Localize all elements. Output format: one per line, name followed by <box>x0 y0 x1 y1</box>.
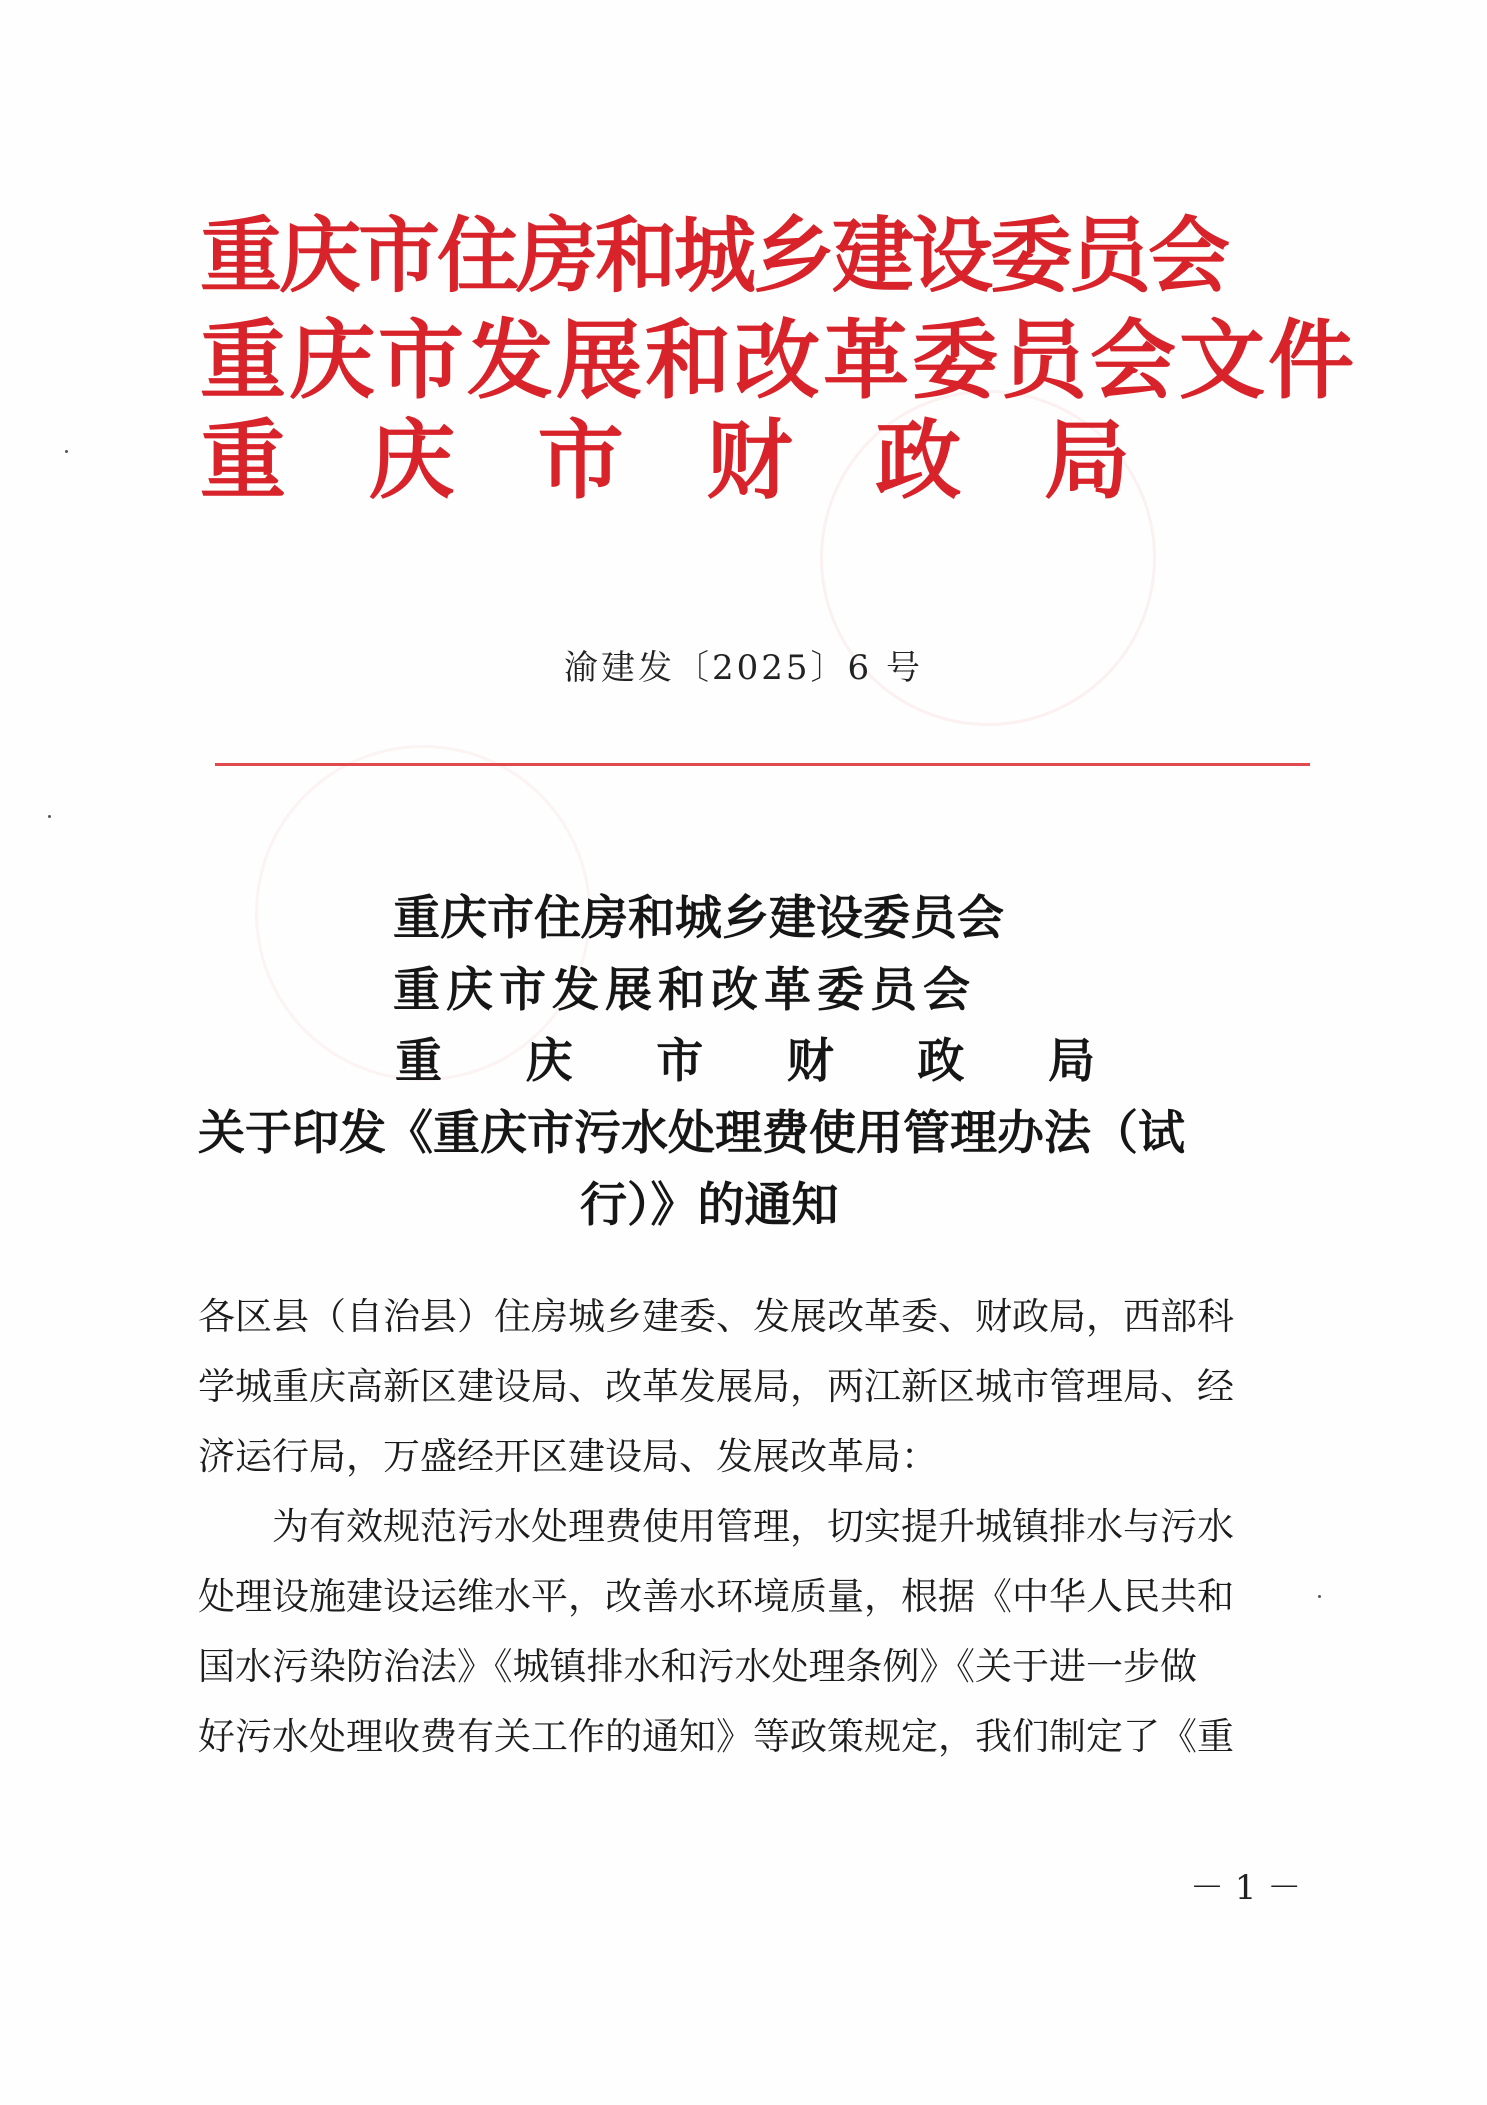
title-line-3 <box>395 1034 1095 1089</box>
title-line-3-char: 政 <box>917 1034 965 1089</box>
title-line-3-char: 庆 <box>525 1034 573 1089</box>
masthead-line-2: 重庆市发展和改革委员会文件 <box>200 310 1357 411</box>
body-line: 学城重庆高新区建设局、改革发展局，两江新区城市管理局、经 <box>198 1365 1234 1408</box>
title-line-3-char: 局 <box>1047 1034 1095 1089</box>
document-number: 渝建发〔2025〕6 号 <box>564 648 923 688</box>
body-line: 为有效规范污水处理费使用管理，切实提升城镇排水与污水 <box>198 1505 1234 1548</box>
scan-speck <box>65 450 68 453</box>
masthead-line-3-char: 局 <box>1043 410 1130 511</box>
body-line: 济运行局，万盛经开区建设局、发展改革局： <box>198 1435 938 1478</box>
title-line-3-char: 市 <box>656 1034 704 1089</box>
body-line: 各区县（自治县）住房城乡建委、发展改革委、财政局，西部科 <box>198 1295 1234 1338</box>
masthead-line-3-char: 市 <box>537 410 624 511</box>
title-line-4: 关于印发《重庆市污水处理费使用管理办法（试 <box>198 1106 1185 1161</box>
masthead-line-3-char: 政 <box>875 410 962 511</box>
title-line-3-char: 财 <box>786 1034 834 1089</box>
body-line: 好污水处理收费有关工作的通知》等政策规定，我们制定了《重 <box>198 1715 1234 1758</box>
red-separator-line <box>215 763 1310 766</box>
scan-speck <box>1318 1595 1321 1598</box>
page-number: － 1 － <box>1190 1868 1302 1908</box>
masthead-line-3-char: 财 <box>706 410 793 511</box>
scan-speck <box>48 815 51 818</box>
title-line-3-char: 重 <box>395 1034 442 1089</box>
masthead-line-3-char: 重 <box>200 410 286 511</box>
masthead-line-3-char: 庆 <box>368 410 455 511</box>
masthead-line-3 <box>200 410 1130 511</box>
title-line-5: 行）》的通知 <box>580 1178 839 1233</box>
masthead-line-1: 重庆市住房和城乡建设委员会 <box>200 208 1228 304</box>
title-line-1: 重庆市住房和城乡建设委员会 <box>393 891 1004 946</box>
title-line-2: 重庆市发展和改革委员会 <box>393 963 976 1018</box>
body-line: 国水污染防治法》《城镇排水和污水处理条例》《关于进一步做 <box>198 1645 1197 1688</box>
body-line: 处理设施建设运维水平，改善水环境质量，根据《中华人民共和 <box>198 1575 1234 1618</box>
